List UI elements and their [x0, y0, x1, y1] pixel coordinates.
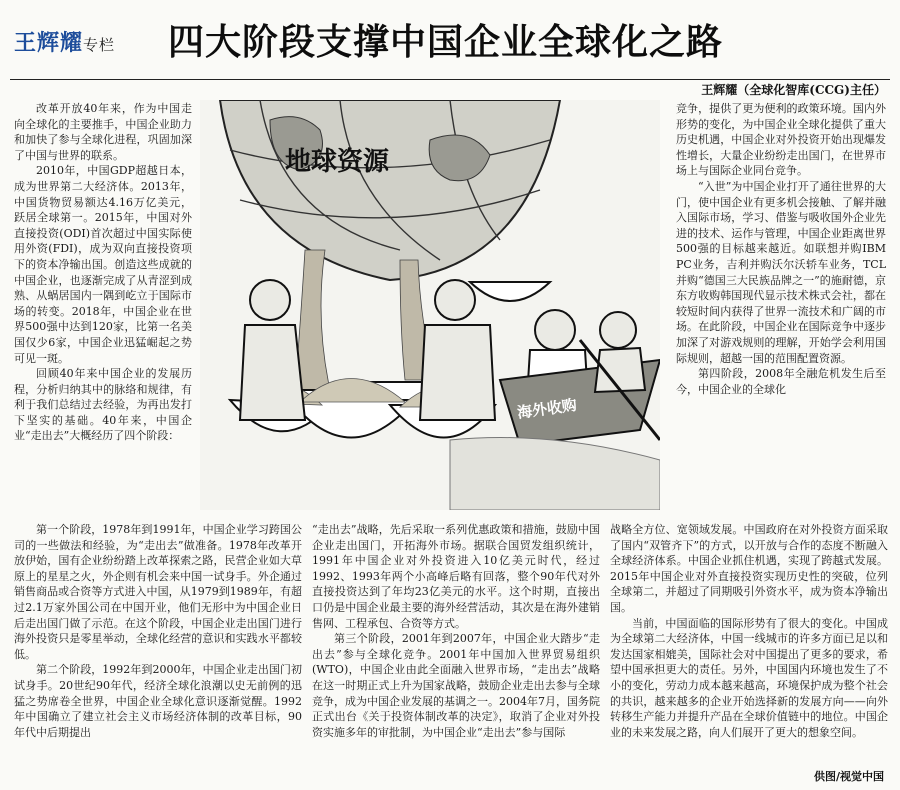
paragraph: 第三个阶段，2001年到2007年，中国企业大踏步“走出去”参与全球化竞争。2001年中国加入世界贸易组织(WTO)，中国企业由此全面融入世界市场，“走出去”战略在这一时期正式上升为国家战略，鼓励企业走出去参与全球竞争，成为中国企业发展的基调之一。2004年7月，国务院正式出台《关于投资体制改革的决定》，取消了企业对外投资实施多年的审批制，为中国企业“走出去”参与国际 [312, 632, 600, 739]
paragraph: 改革开放40年来，作为中国走向全球化的主要推手，中国企业助力和加快了参与全球化进程，巩固加深了中国与世界的联系。 [14, 102, 192, 162]
header-rule [10, 79, 890, 80]
paragraph: 第一个阶段，1978年到1991年，中国企业学习跨国公司的一些做法和经验，为“走出去”做准备。1978年改革开放伊始，国有企业纷纷踏上改革探索之路，民营企业如大草原上的星星之火，外企则有机会来中国一试身手。外企通过销售商品或合资等方式进入中国，从1979到1989年，有超过2.1万家外国公司在中国开业，他们无形中为中国企业日后走出国门做了示范。在这个阶段，中国企业走出国门进行海外投资只是零星举动，全球化经营的意识和实践水平都较低。 [14, 523, 302, 661]
paragraph: 第四阶段，2008年全融危机发生后至今，中国企业的全球化 [676, 367, 886, 396]
column-suffix: 专栏 [83, 36, 116, 54]
paragraph: 竞争，提供了更为便利的政策环境。国内外形势的变化，为中国企业全球化提供了重大历史机遇，中国企业对外投资开始出现爆发性增长，大量企业纷纷走出国门，在世界市场上与国际企业同台竞争。 [676, 102, 886, 178]
article-column-right-top [676, 101, 886, 397]
article-column-bottom-mid [312, 522, 600, 740]
page-title: 四大阶段支撑中国企业全球化之路 [168, 22, 724, 63]
article-column-bottom-left [14, 522, 302, 740]
article-column-bottom-right [610, 522, 888, 740]
paragraph: “走出去”战略，先后采取一系列优惠政策和措施，鼓励中国企业走出国门，开拓海外市场。据联合国贸发组织统计，1991年中国企业对外投资进入10亿美元时代，经过1992、1993年两个小高峰后略有回落，整个90年代对外直接投资达到了年均23亿美元的水平。这个时期，直接出口仍是中国企业最主要的海外经营活动，其次是在海外建销售网、工程承包、合资等方式。 [312, 523, 600, 630]
column-name: 王辉耀专栏 [14, 31, 116, 56]
boat-label: 海外收购 [516, 395, 578, 422]
article-column-left-top [14, 101, 192, 444]
paragraph: “入世”为中国企业打开了通往世界的大门，使中国企业有更多机会接触、了解并融入国际市场，学习、借鉴与吸收国外企业先进的技术、运作与管理，中国企业距离世界500强的目标越来越近。如联想并购IBM PC业务，吉利并购沃尔沃轿车业务，TCL并购“德国三大民族品牌之一”的施耐德，京东方收购韩国现代显示技术株式会社，都在较短时间内获得了世界一流技术和广阔的市场。在此阶段，中国企业在国际竞争中逐步加深了对游戏规则的理解，开始学会利用国际规则，超越一国的范围配置资源。 [676, 179, 886, 365]
photo-credit: 供图/视觉中国 [813, 770, 884, 783]
paragraph: 当前，中国面临的国际形势有了很大的变化。中国成为全球第二大经济体，中国一线城市的许多方面已足以和发达国家相媲美，国际社会对中国提出了更多的要求，希望中国承担更大的责任。另外，中国国内环境也发生了不小的变化，劳动力成本越来越高，环境保护成为整个社会的共识，越来越多的企业开始选择新的发展方向——向外转移生产能力并提升产品在全球价值链中的地位。中国企业的未来发展之路，向人们展开了更大的想象空间。 [610, 616, 888, 739]
byline: 王辉耀（全球化智库(CCG)主任） [701, 83, 886, 97]
paragraph: 第二个阶段，1992年到2000年，中国企业走出国门初试身手。20世纪90年代，经济全球化浪潮以史无前例的迅猛之势席卷全世界，中国企业全球化意识逐渐觉醒。1992年中国确立了建立社会主义市场经济体制的改革目标，90年代中后期提出 [14, 663, 302, 739]
editorial-cartoon [200, 100, 660, 510]
paragraph: 回顾40年来中国企业的发展历程，分析归纳其中的脉络和规律，有利于我们总结过去经验，为再出发打下坚实的基础。40年来，中国企业“走出去”大概经历了四个阶段： [14, 367, 192, 443]
paragraph: 战略全方位、宽领域发展。中国政府在对外投资方面采取了国内“双管齐下”的方式，以开放与合作的态度不断融入全球经济体系。中国企业抓住机遇，实现了跨越式发展。2015年中国企业对外直接投资实现历史性的突破，位列全球第二，并超过了同期吸引外资水平，成为资本净输出国。 [610, 523, 888, 614]
paragraph: 2010年，中国GDP超越日本，成为世界第二大经济体。2013年，中国货物贸易额达4.16万亿美元，跃居全球第一。2015年，中国对外直接投资(ODI)首次超过中国实际使用外资(FDI)，成为双向直接投资项下的资本净输出国。创造这些成就的中国企业，也逐渐完成了从青涩到成熟、从蜗居国内一隅到屹立于国际市场的转变。2018年，中国企业在世界500强中达到120家，比第一名美国仅少6家，中国企业迅猛崛起之势可见一斑。 [14, 164, 192, 365]
globe-label: 地球资源 [285, 147, 390, 177]
